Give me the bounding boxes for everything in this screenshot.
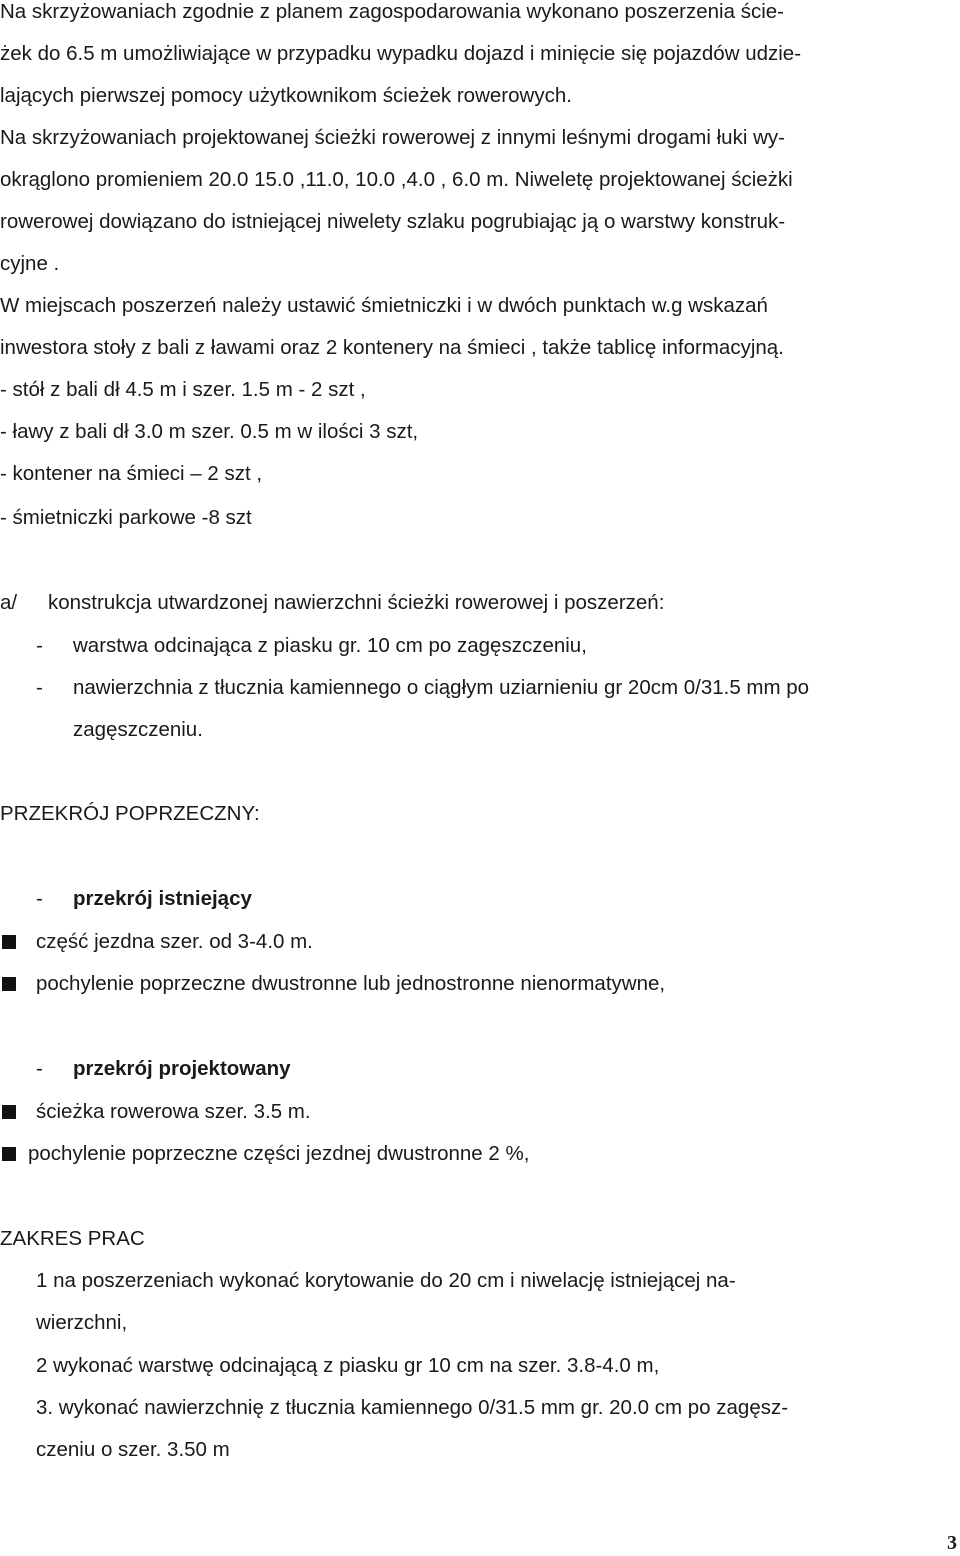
list-dash: - bbox=[36, 676, 43, 699]
section-heading: PRZEKRÓJ POPRZECZNY: bbox=[0, 802, 260, 825]
list-item: warstwa odcinająca z piasku gr. 10 cm po zagęszczeniu, bbox=[73, 634, 587, 657]
bullet-item: część jezdna szer. od 3-4.0 m. bbox=[36, 930, 313, 953]
paragraph-line: okrąglono promieniem 20.0 15.0 ,11.0, 10.0 ,4.0 , 6.0 m. Niweletę projektowanej ścieżki bbox=[0, 168, 793, 191]
subsection-title: przekrój projektowany bbox=[73, 1057, 291, 1080]
paragraph-line: cyjne . bbox=[0, 252, 60, 275]
paragraph-line: Na skrzyżowaniach projektowanej ścieżki rowerowej z innymi leśnymi drogami łuki wy- bbox=[0, 126, 785, 149]
list-dash: - bbox=[36, 1057, 43, 1080]
paragraph-line: W miejscach poszerzeń należy ustawić śmietniczki i w dwóch punktach w.g wskazań bbox=[0, 294, 768, 317]
page-number: 3 bbox=[947, 1532, 957, 1554]
list-item: - ławy z bali dł 3.0 m szer. 0.5 m w ilości 3 szt, bbox=[0, 420, 419, 443]
bullet-item: pochylenie poprzeczne części jezdnej dwustronne 2 %, bbox=[28, 1142, 530, 1165]
list-item: - śmietniczki parkowe -8 szt bbox=[0, 506, 252, 529]
section-label: a/ bbox=[0, 591, 18, 614]
paragraph-line: żek do 6.5 m umożliwiające w przypadku wypadku dojazd i minięcie się pojazdów udzie- bbox=[0, 42, 802, 65]
paragraph-line: Na skrzyżowaniach zgodnie z planem zagospodarowania wykonano poszerzenia ście- bbox=[0, 0, 784, 23]
list-item-continuation: zagęszczeniu. bbox=[73, 718, 203, 741]
section-title: konstrukcja utwardzonej nawierzchni ścieżki rowerowej i poszerzeń: bbox=[48, 591, 665, 614]
list-dash: - bbox=[36, 634, 43, 657]
paragraph-line: rowerowej dowiązano do istniejącej niwelety szlaku pogrubiając ją o warstwy konstruk- bbox=[0, 210, 786, 233]
bullet-square-icon bbox=[2, 935, 16, 949]
scope-line: 3. wykonać nawierzchnię z tłucznia kamiennego 0/31.5 mm gr. 20.0 cm po zagęsz- bbox=[36, 1396, 789, 1419]
scope-line: 2 wykonać warstwę odcinającą z piasku gr 10 cm na szer. 3.8-4.0 m, bbox=[36, 1354, 660, 1377]
scope-line: wierzchni, bbox=[36, 1311, 128, 1334]
list-item: nawierzchnia z tłucznia kamiennego o ciągłym uziarnieniu gr 20cm 0/31.5 mm po bbox=[73, 676, 810, 699]
list-item: - kontener na śmieci – 2 szt , bbox=[0, 462, 263, 485]
scope-line: czeniu o szer. 3.50 m bbox=[36, 1438, 230, 1461]
bullet-square-icon bbox=[2, 1147, 16, 1161]
bullet-item: pochylenie poprzeczne dwustronne lub jednostronne nienormatywne, bbox=[36, 972, 666, 995]
subsection-title: przekrój istniejący bbox=[73, 887, 252, 910]
list-dash: - bbox=[36, 887, 43, 910]
bullet-square-icon bbox=[2, 1105, 16, 1119]
paragraph-line: lających pierwszej pomocy użytkownikom ścieżek rowerowych. bbox=[0, 84, 572, 107]
scope-line: 1 na poszerzeniach wykonać korytowanie do 20 cm i niwelację istniejącej na- bbox=[36, 1269, 736, 1292]
bullet-square-icon bbox=[2, 977, 16, 991]
list-item: - stół z bali dł 4.5 m i szer. 1.5 m - 2 szt , bbox=[0, 378, 366, 401]
section-heading: ZAKRES PRAC bbox=[0, 1227, 145, 1250]
bullet-item: ścieżka rowerowa szer. 3.5 m. bbox=[36, 1100, 311, 1123]
paragraph-line: inwestora stoły z bali z ławami oraz 2 kontenery na śmieci , także tablicę informacyjną. bbox=[0, 336, 784, 359]
